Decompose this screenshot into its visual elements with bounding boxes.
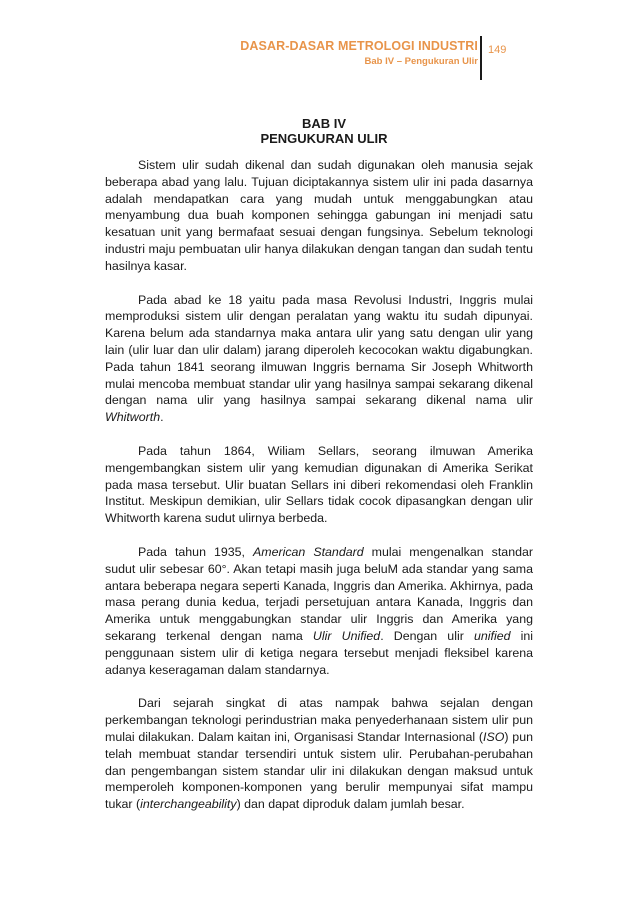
italic-term: unified (473, 628, 511, 643)
body-text (105, 157, 533, 813)
italic-term: Whitworth (105, 410, 161, 425)
paragraph-text: . (160, 410, 164, 425)
paragraph-4 (105, 544, 533, 678)
italic-term: interchangeability (140, 797, 237, 812)
book-title: DASAR-DASAR METROLOGI INDUSTRI (240, 39, 478, 53)
italic-term: ISO (483, 729, 505, 744)
running-header (150, 38, 478, 69)
paragraph-text: . Dengan ulir (380, 628, 474, 643)
paragraph-5 (105, 695, 533, 813)
chapter-heading (0, 116, 638, 146)
page-number: 149 (488, 44, 507, 56)
header-divider (480, 36, 482, 80)
paragraph-text: ) pun telah membuat standar tersendiri untuk sistem ulir. Perubahan-perubahan dan pengembangan sistem standar ulir ini dilakukan dengan maksud untuk memperoleh komponen-komponen yang berulir mempunyai sifat mampu tukar ( (105, 729, 533, 812)
italic-term: American Standard (252, 544, 364, 559)
paragraph-1 (105, 157, 533, 275)
paragraph-text: ini penggunaan sistem ulir di ketiga negara tersebut menjadi fleksibel karena adanya keseragaman dalam standarnya. (105, 628, 534, 677)
paragraph-text: mulai mengenalkan standar sudut ulir sebesar 60°. Akan tetapi masih juga beluM ada standar yang sama antara beberapa negara seperti Kanada, Inggris dan Amerika. Akhirnya, pada masa perang dunia kedua, terjadi persetujuan antara Kanada, Inggris dan Amerika untuk menggabungkan standar ulir Inggris dan Amerika yang sekarang terkenal dengan nama (105, 544, 533, 643)
paragraph-text: Pada abad ke 18 yaitu pada masa Revolusi Industri, Inggris mulai memproduksi sistem ulir dengan peralatan yang waktu itu sudah dipunyai. Karena belum ada standarnya maka antara ulir yang satu dengan ulir yang lain (ulir luar dan ulir dalam) jarang diperoleh kecocokan waktu digabungkan. Pada tahun 1841 seorang ilmuwan Inggris bernama Sir Joseph Whitworth mulai mencoba membuat standar ulir yang hasilnya sampai sekarang dikenal dengan nama ulir yang hasilnya sampai sekarang dikenal nama ulir (105, 292, 533, 408)
chapter-title: PENGUKURAN ULIR (260, 131, 388, 146)
paragraph-text: ) dan dapat diproduk dalam jumlah besar. (236, 797, 465, 812)
paragraph-text: Dari sejarah singkat di atas nampak bahwa sejalan dengan perkembangan teknologi perindustrian maka penyederhanaan sistem ulir pun mulai dilakukan. Dalam kaitan ini, Organisasi Standar Internasional ( (105, 696, 533, 744)
paragraph-text: Sistem ulir sudah dikenal dan sudah digunakan oleh manusia sejak beberapa abad yang lalu. Tujuan diciptakannya sistem ulir ini pada dasarnya adalah mendapatkan cara yang mudah untuk menggabungkan atau menyambung dua buah komponen sehingga gabungan ini menjadi satu kesatuan unit yang bermafaat sesuai dengan fungsinya. Sebelum teknologi industri maju pembuatan ulir hanya dilakukan dengan tangan dan sudah tentu hasilnya kasar. (105, 158, 533, 273)
chapter-subtitle: Bab IV – Pengukuran Ulir (364, 56, 478, 67)
chapter-number: BAB IV (301, 116, 347, 131)
paragraph-2 (105, 292, 533, 426)
paragraph-3 (105, 443, 533, 527)
paragraph-text: Pada tahun 1864, Wiliam Sellars, seorang ilmuwan Amerika mengembangkan sistem ulir yang kemudian digunakan di Amerika Serikat pada masa tersebut. Ulir buatan Sellars ini diberi rekomendasi oleh Franklin Institut. Meskipun demikian, ulir Sellars tidak cocok dipasangkan dengan ulir Whitworth karena sudut ulirnya berbeda. (105, 443, 533, 526)
paragraph-text: Pada tahun 1935, (138, 544, 253, 559)
italic-term: Ulir Unified (312, 628, 381, 643)
